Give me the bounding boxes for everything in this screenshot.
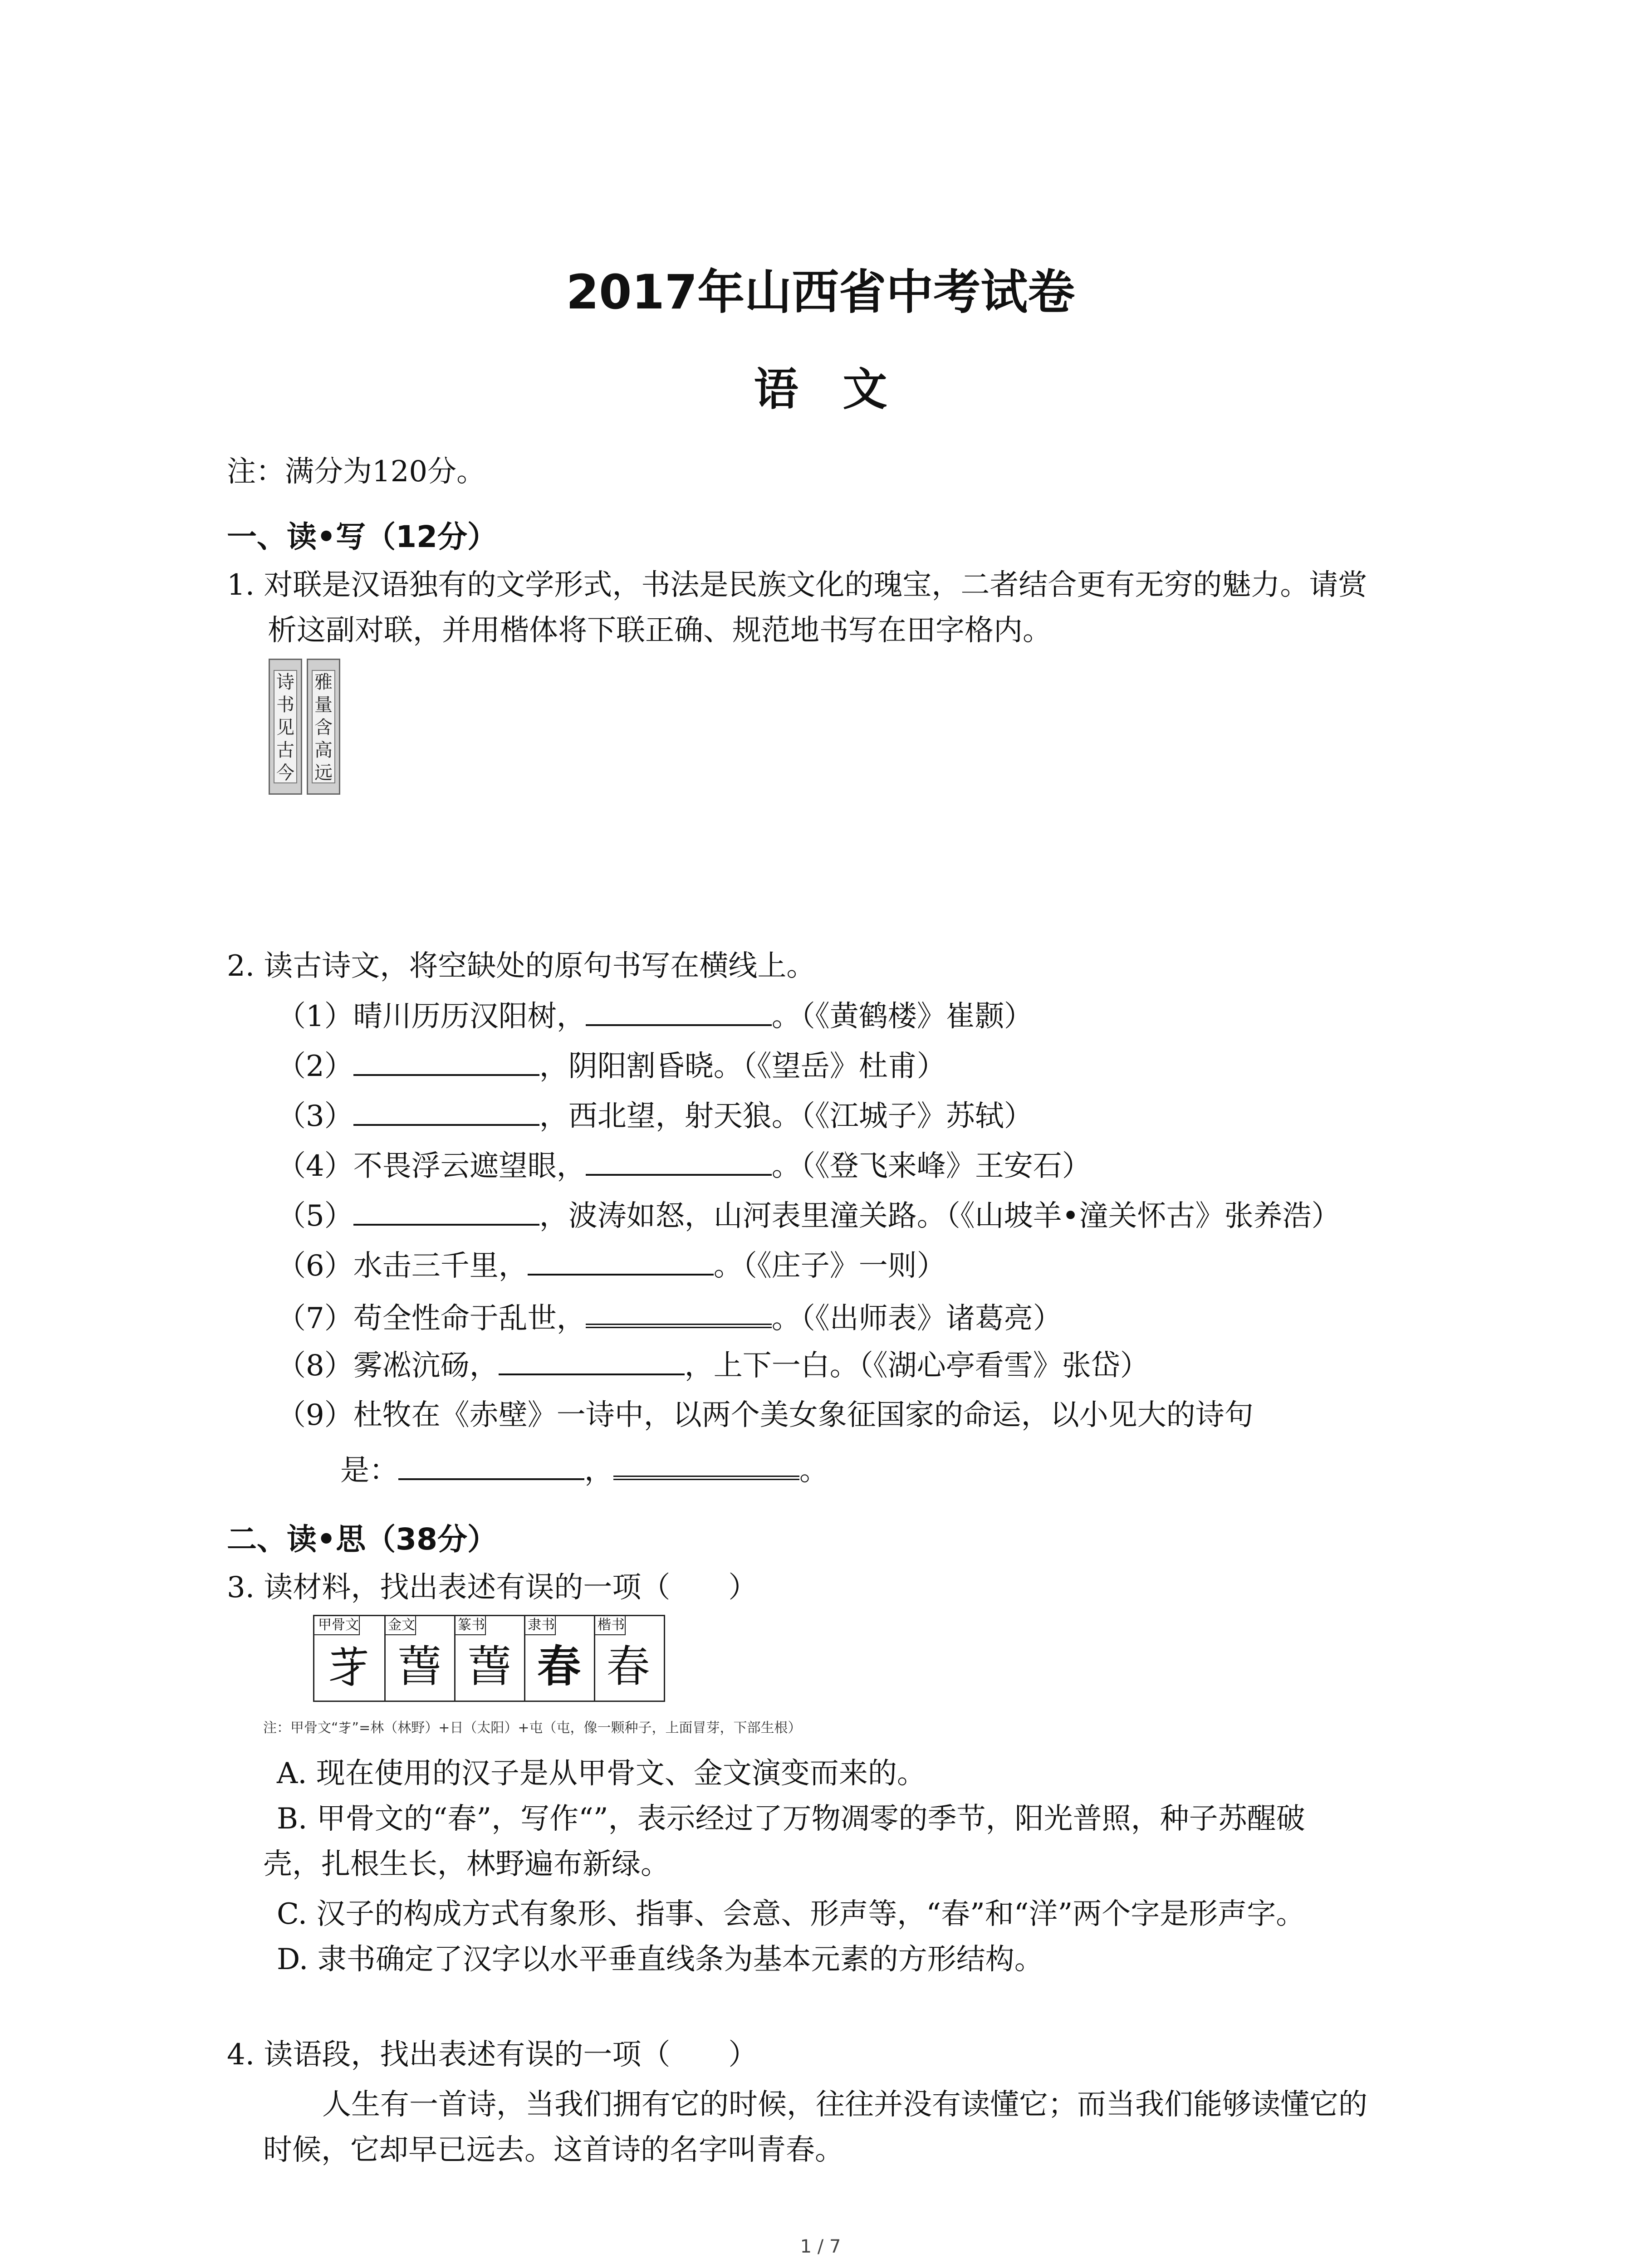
answer-blank[interactable] [586, 1148, 772, 1176]
poem-item-7 [277, 1297, 1062, 1337]
couplet-text-right: 雅量含高远 [312, 670, 335, 783]
item-pre: 苟全性命于乱世， [353, 1302, 586, 1335]
item-pre: 晴川历历汉阳树， [353, 1000, 586, 1033]
item-post: ，西北望，射天狼。（《江城子》苏轼） [539, 1100, 1033, 1133]
q2-stem: 2. 读古诗文，将空缺处的原句书写在横线上。 [227, 949, 816, 983]
option-a: A. 现在使用的汉子是从甲骨文、金文演变而来的。 [277, 1757, 926, 1790]
answer-blank[interactable] [586, 998, 772, 1026]
poem-item-4 [277, 1148, 1091, 1184]
poem-item-2 [277, 1048, 946, 1085]
item-post: ，波涛如怒，山河表里潼关路。（《山坡羊•潼关怀古》张养浩） [539, 1199, 1341, 1233]
score-note: 注：满分为120分。 [227, 455, 486, 489]
item-number: （6） [277, 1249, 353, 1283]
item-post: 。（《庄子》一则） [713, 1249, 946, 1283]
item-number: （5） [277, 1199, 353, 1233]
item-number: （8） [277, 1349, 353, 1383]
q4-paragraph-line2: 时候，它却早已远去。这首诗的名字叫青春。 [263, 2133, 844, 2167]
poem-item-9-line2 [340, 1449, 828, 1489]
q4-paragraph-line1: 人生有一首诗，当我们拥有它的时候，往往并没有读懂它；而当我们能够读懂它的 [322, 2088, 1367, 2121]
poem-item-3 [277, 1098, 1033, 1134]
option-c: C. 汉子的构成方式有象形、指事、会意、形声等，“春”和“洋”两个字是形声字。 [277, 1897, 1305, 1931]
couplet-image-left [269, 659, 302, 795]
script-label: 隶书 [524, 1616, 556, 1635]
page-number: 1 / 7 [800, 2236, 841, 2257]
q3-stem: 3. 读材料，找出表述有误的一项（ ） [227, 1571, 758, 1604]
answer-blank[interactable] [353, 1048, 539, 1076]
item-number: （2） [277, 1050, 353, 1083]
item-pre: 雾凇沆砀， [353, 1349, 499, 1383]
script-evolution-table [313, 1615, 665, 1702]
script-glyph: 萅 [397, 1641, 441, 1692]
option-b: B. 甲骨文的“春”，写作“”，表示经过了万物凋零的季节，阳光普照，种子苏醒破 [277, 1802, 1305, 1836]
section-heading-1: 一、读•写（12分） [227, 519, 498, 554]
script-glyph: 𦬁 [328, 1641, 371, 1692]
script-label: 金文 [384, 1616, 416, 1635]
script-label: 甲骨文 [314, 1616, 360, 1635]
script-cell [314, 1616, 386, 1701]
q4-stem: 4. 读语段，找出表述有误的一项（ ） [227, 2038, 758, 2072]
script-cell [384, 1616, 456, 1701]
item-post: ，上下一白。（《湖心亭看雪》张岱） [684, 1349, 1149, 1383]
script-cell [594, 1616, 662, 1701]
subject-title: 语 文 [754, 364, 887, 415]
item-post: ，阴阳割昏晓。（《望岳》杜甫） [539, 1050, 946, 1083]
item-post: 。（《黄鹤楼》崔颢） [771, 1000, 1033, 1033]
item-post: 。 [799, 1454, 828, 1487]
item-pre: 是： [340, 1454, 398, 1487]
couplet-text-left: 诗书见古今 [274, 670, 297, 783]
couplet-image-right [307, 659, 340, 795]
option-b-continued: 壳，扎根生长，林野遍布新绿。 [263, 1848, 670, 1881]
script-cell [454, 1616, 525, 1701]
script-glyph: 春 [606, 1641, 650, 1692]
script-label: 楷书 [594, 1616, 626, 1635]
script-note: 注：甲骨文“𦬁”=林（林野）+日（太阳）+屯（屯，像一颗种子，上面冒芽，下部生根） [263, 1720, 802, 1736]
item-number: （1） [277, 1000, 353, 1033]
script-label: 篆书 [454, 1616, 486, 1635]
item-number: （4） [277, 1149, 353, 1183]
item-post: 。（《出师表》诸葛亮） [771, 1302, 1062, 1335]
script-glyph: 萅 [467, 1641, 511, 1692]
answer-blank[interactable] [398, 1452, 584, 1480]
item-number: （3） [277, 1100, 353, 1133]
answer-blank[interactable] [586, 1297, 772, 1328]
answer-blank[interactable] [613, 1449, 799, 1480]
poem-item-6 [277, 1247, 946, 1284]
section-heading-2: 二、读•思（38分） [227, 1522, 498, 1557]
exam-title: 2017年山西省中考试卷 [566, 264, 1075, 320]
answer-blank[interactable] [528, 1247, 714, 1276]
poem-item-9-line1: （9）杜牧在《赤壁》一诗中，以两个美女象征国家的命运，以小见大的诗句 [277, 1398, 1254, 1432]
item-pre: 水击三千里， [353, 1249, 528, 1283]
answer-blank[interactable] [499, 1347, 685, 1375]
answer-blank[interactable] [353, 1098, 539, 1126]
poem-item-8 [277, 1347, 1149, 1384]
item-mid: ， [584, 1454, 613, 1487]
item-post: 。（《登飞来峰》王安石） [771, 1149, 1091, 1183]
item-number: （7） [277, 1302, 353, 1335]
option-d: D. 隶书确定了汉字以水平垂直线条为基本元素的方形结构。 [277, 1943, 1043, 1976]
answer-blank[interactable] [353, 1198, 539, 1226]
poem-item-5 [277, 1198, 1340, 1234]
q1-line2: 析这副对联，并用楷体将下联正确、规范地书写在田字格内。 [268, 614, 1052, 647]
poem-item-1 [277, 998, 1033, 1035]
q1-line1: 1. 对联是汉语独有的文学形式，书法是民族文化的瑰宝，二者结合更有无穷的魅力。请赏 [227, 568, 1367, 602]
script-glyph: 春 [537, 1641, 581, 1692]
script-cell [524, 1616, 595, 1701]
item-pre: 不畏浮云遮望眼， [353, 1149, 586, 1183]
